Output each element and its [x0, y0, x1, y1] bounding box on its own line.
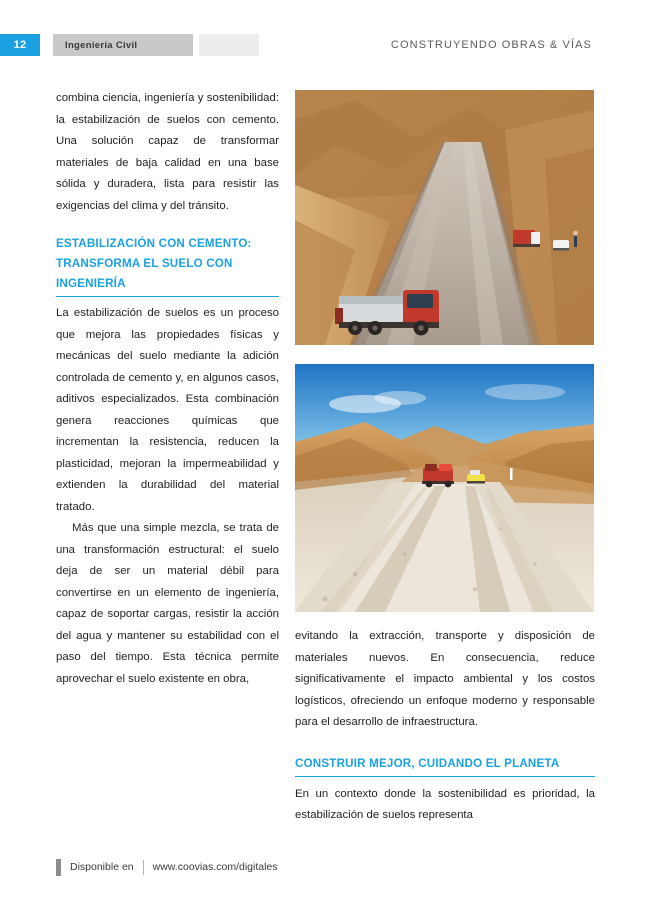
right-text-column: [295, 626, 595, 827]
footer-accent-bar: [56, 859, 61, 876]
left-section-heading: ESTABILIZACIÓN CON CEMENTO: TRANSFORMA EL SUELO CON INGENIERÍA: [56, 234, 279, 297]
right-section-heading: CONSTRUIR MEJOR, CUIDANDO EL PLANETA: [295, 754, 595, 777]
footer-url[interactable]: www.coovias.com/digitales: [152, 861, 278, 873]
right-paragraph-1: evitando la extracción, transporte y disposición de materiales nuevos. En consecuencia, reduce significativamente el impacto ambiental y los costos logísticos, ofreciendo un enfoque moderno y responsable para el desarrollo de infraestructura.: [295, 630, 595, 728]
left-paragraph-1: combina ciencia, ingeniería y sostenibilidad: la estabilización de suelos con cemento. Una solución capaz de transformar materiales de baja calidad en una base sólida y duradera, lista para resistir las exigencias del clima y del tránsito.: [56, 92, 279, 212]
header-gap: [40, 34, 53, 56]
footer-divider: [143, 860, 144, 875]
header-publication-title: CONSTRUYENDO OBRAS & VÍAS: [390, 39, 592, 51]
left-text-column: [56, 88, 279, 690]
photo-road-construction-truck: [295, 90, 594, 345]
left-paragraph-3: Más que una simple mezcla, se trata de una transformación estructural: el suelo deja de ser un material débil para convertirse en un elemento de ingeniería, capaz de soportar cargas, resistir la acción del agua y mantener su estabilidad con el paso del tiempo. Esta técnica permite aprovechar el suelo existente en obra,: [56, 522, 279, 685]
left-paragraph-2: La estabilización de suelos es un proceso que mejora las propiedades físicas y mecánicas del suelo mediante la adición controlada de cemento y, en algunos casos, aditivos especializados. Esta combinación genera reacciones químicas que incrementan la resistencia, reducen la plasticidad, mejoran la impermeabilidad y extienden la durabilidad del material tratado.: [56, 307, 279, 513]
header-section-label: Ingeniería Civil: [53, 34, 193, 56]
photo-desert-road-vehicles: [295, 364, 594, 612]
page-header: [0, 34, 650, 56]
page-number: 12: [0, 34, 40, 56]
right-paragraph-2: En un contexto donde la sostenibilidad es prioridad, la estabilización de suelos representa: [295, 787, 595, 821]
page-footer: [56, 858, 278, 876]
footer-label: Disponible en: [70, 861, 134, 873]
header-decorative-block: [199, 34, 259, 56]
